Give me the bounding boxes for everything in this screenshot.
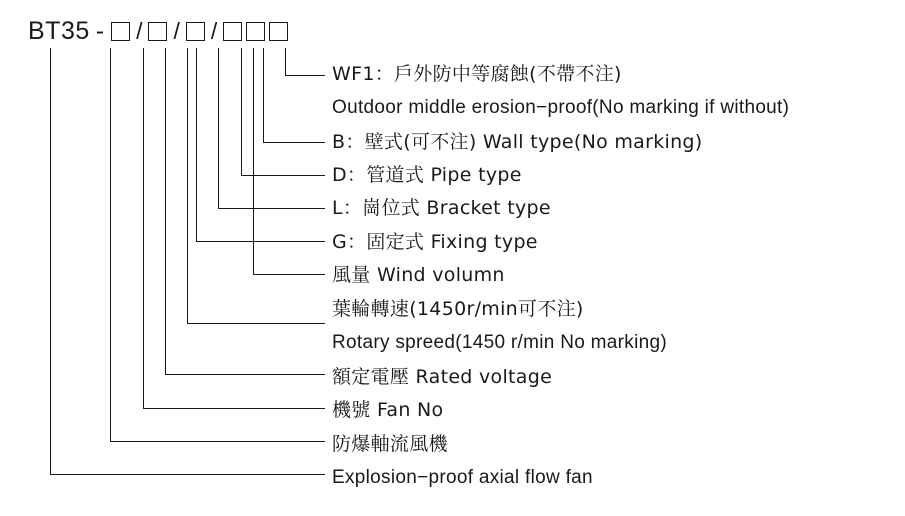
model-slash-3: / (210, 17, 218, 44)
entry-wf1-text: WF1：戶外防中等腐蝕(不帶不注) (332, 63, 622, 85)
leader-hline-fixing (196, 241, 325, 242)
model-slash-2: / (173, 17, 180, 44)
model-dash: - (95, 16, 105, 45)
leader-hline-voltage (165, 374, 325, 375)
entry-pipe-type-text: D：管道式 Pipe type (332, 164, 522, 186)
entry-bracket-type-text: L：崗位式 Bracket type (332, 197, 551, 219)
entry-rotary-text-en: Rotary spreed(1450 r/min No marking) (332, 332, 667, 353)
entry-rotary-line1 (332, 298, 584, 321)
entry-rotary-line2 (332, 332, 667, 354)
entry-wall-type-text: B：壁式(可不注) Wall type(No marking) (332, 131, 703, 153)
entry-rotary-text: 葉輪轉速(1450r/min可不注) (332, 298, 584, 320)
leader-vline-windvolumn (253, 48, 254, 275)
model-code-line (28, 14, 290, 48)
code-box-6 (269, 22, 288, 41)
leader-vline-explosion-b (50, 48, 51, 475)
leader-vline-fixing (196, 48, 197, 242)
entry-rated-voltage (332, 366, 552, 389)
leader-vline-fanno (143, 48, 144, 409)
entry-explosion-line2 (332, 467, 593, 489)
entry-wind-volumn (332, 264, 505, 287)
entry-rated-voltage-text: 額定電壓 Rated voltage (332, 366, 553, 388)
leader-vline-wf1 (285, 48, 286, 76)
leader-vline-voltage (165, 48, 166, 375)
entry-wf1-text-en: Outdoor middle erosion−proof(No marking if without) (332, 97, 790, 118)
entry-fixing-type-text: G：固定式 Fixing type (332, 231, 538, 253)
leader-hline-wf1 (285, 75, 325, 76)
entry-bracket-type (332, 197, 551, 220)
code-box-4 (223, 22, 242, 41)
model-prefix: BT35 (28, 16, 90, 45)
leader-hline-bracket (218, 208, 325, 209)
code-box-5 (246, 22, 265, 41)
entry-explosion-text-en: Explosion−proof axial flow fan (332, 467, 593, 488)
entry-pipe-type (332, 164, 522, 187)
entry-fan-no-text: 機號 Fan No (332, 399, 444, 421)
entry-fixing-type (332, 231, 538, 254)
entry-wf1-line1 (332, 63, 622, 86)
leader-hline-rotary (187, 323, 325, 324)
leader-vline-pipe (241, 48, 242, 176)
entry-fan-no (332, 399, 444, 422)
entry-wf1-line2 (332, 97, 789, 119)
entry-explosion-text: 防爆軸流風機 (332, 433, 448, 455)
entry-wind-volumn-text: 風量 Wind volumn (332, 264, 505, 286)
leader-vline-explosion-a (110, 48, 111, 442)
code-box-2 (148, 22, 167, 41)
leader-hline-fanno (143, 408, 325, 409)
leader-vline-rotary (187, 48, 188, 324)
leader-vline-bracket2 (218, 48, 219, 209)
code-box-1 (111, 22, 130, 41)
entry-wall-type (332, 131, 703, 154)
model-slash-1: / (136, 17, 143, 44)
code-box-3 (186, 22, 205, 41)
entry-explosion-line1 (332, 433, 448, 456)
leader-hline-windvolumn (253, 274, 325, 275)
leader-hline-explosion-b (50, 474, 325, 475)
leader-vline-wall (263, 48, 264, 143)
leader-hline-explosion-a (110, 441, 325, 442)
leader-hline-wall (263, 142, 325, 143)
